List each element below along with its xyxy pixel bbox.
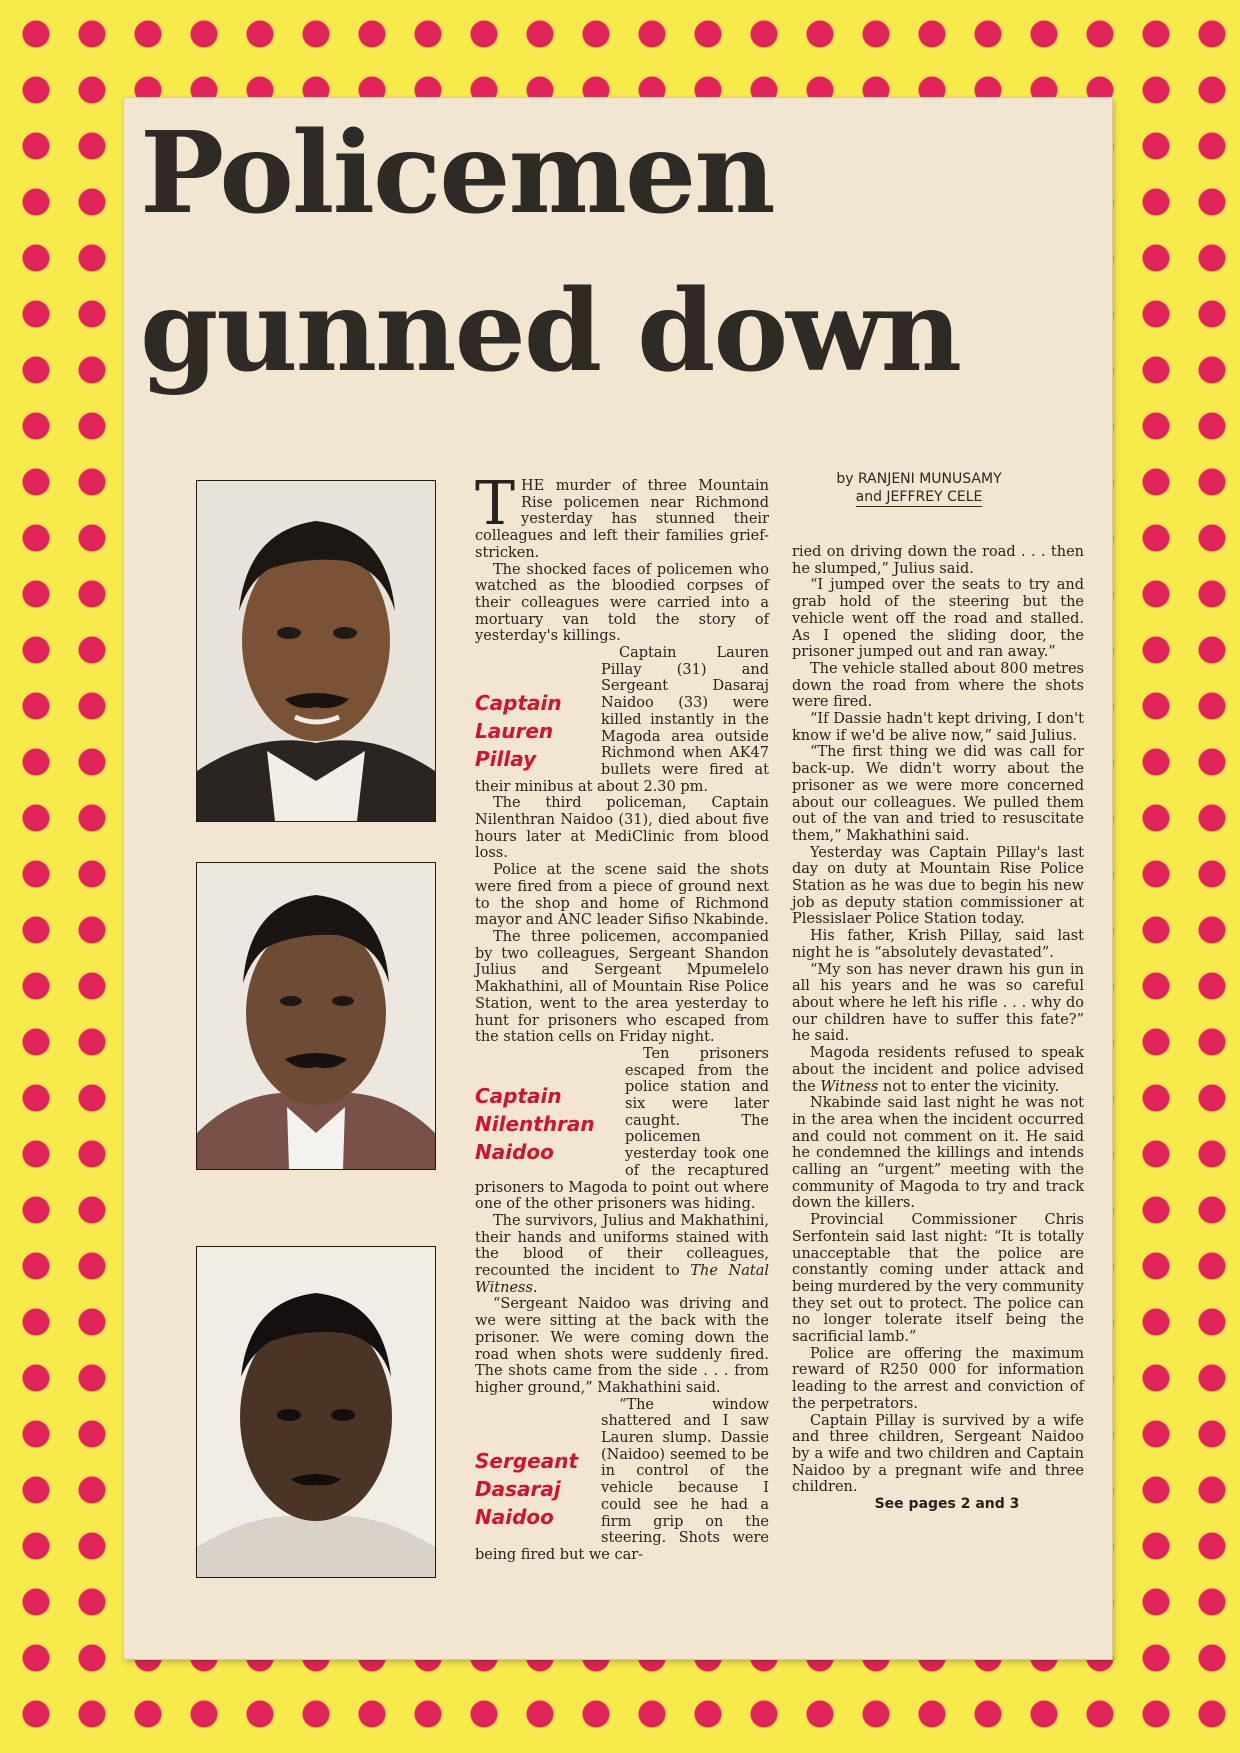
article-paragraph: Provincial Commissioner Chris Serfontein said last night: “It is totally unacceptable that the police are constantly coming under attack and being murdered by the very community they set out to protect. The police can no longer tolerate itself being the sacrificial lamb.” [792,1212,1084,1346]
article-paragraph: Captain Pillay is survived by a wife and three children, Sergeant Naidoo by a wife and two children and Captain Naidoo by a pregnant wife and three children. [792,1412,1084,1496]
article-paragraph: The vehicle stalled about 800 metres down the road from where the shots were fired. [792,660,1084,711]
byline-line-1: by RANJENI MUNUSAMY [836,471,1002,487]
portrait-image [197,481,435,821]
article-paragraph: Yesterday was Captain Pillay's last day on duty at Mountain Rise Police Station as he was due to begin his new job as deputy station commissioner at Plessislaer Police Station today. [792,844,1084,928]
photo-captain-lauren-pillay [196,480,436,822]
article-paragraph: Magoda residents refused to speak about the incident and police advised the Witness not to enter the vicinity. [792,1045,1084,1095]
article-paragraph: Captain Lauren Pillay (31) and Sergeant Dasaraj Naidoo (33) were killed instantly in the Magoda area outside Richmond when AK47 bullets were fired at their minibus at about 2.30 pm. [475,645,769,795]
article-column-2 [792,544,1084,1513]
article-paragraph: “I jumped over the seats to try and grab hold of the steering but the vehicle went off the road and stalled. As I opened the sliding door, the prisoner jumped out and ran away.” [792,577,1084,661]
article-paragraph: The survivors, Julius and Makhathini, their hands and uniforms stained with the blood of their colleagues, recounted the incident to The Natal Witness. [475,1212,769,1296]
article-paragraph: “The window shattered and I saw Lauren slump. Dassie (Naidoo) seemed to be in control of the vehicle because I could see he had a firm grip on the steering. Shots were being fired but we car- [475,1396,769,1563]
article-paragraph: Police are offering the maximum reward of R250 000 for information leading to the arrest and conviction of the perpetrators. [792,1345,1084,1412]
portrait-image [197,1247,435,1577]
article-paragraph: THE murder of three Mountain Rise policemen near Richmond yesterday has stunned their colleagues and left their families grief-stricken. [475,469,769,561]
article-paragraph: “If Dassie hadn't kept driving, I don't know if we'd be alive now,” said Julius. [792,711,1084,744]
caption-sergeant-dasaraj-naidoo: Sergeant Dasaraj Naidoo [475,1448,579,1529]
article-paragraph: The three policemen, accompanied by two colleagues, Sergeant Shandon Julius and Sergeant Mpumelelo Makhathini, all of Mountain Rise Police Station, went to the area yesterday to hunt for prisoners who escaped from the station cells on Friday night. [475,928,769,1046]
article-paragraph: “Sergeant Naidoo was driving and we were sitting at the back with the prisoner. We were coming down the road when shots were suddenly fired. The shots came from the side . . . from higher ground,” Makhathini said. [475,1296,769,1396]
article-paragraph: Police at the scene said the shots were fired from a piece of ground next to the shop and home of Richmond mayor and ANC leader Sifiso Nkabinde. [475,862,769,929]
article-paragraph: Ten prisoners escaped from the police station and six were later caught. The policemen yesterday took one of the recaptured prisoners to Magoda to point out where one of the other prisoners was hiding. [475,1045,769,1213]
newspaper-clipping [124,98,1112,1659]
drop-cap: T [475,469,516,539]
article-column-1 [475,469,769,1564]
article-paragraph: Nkabinde said last night he was not in the area when the incident occurred and could not comment on it. He said he condemned the killings and intends calling an “urgent” meeting with the community of Magoda to try and track down the killers. [792,1095,1084,1212]
headline-line-1: Policemen [140,108,774,239]
byline-line-2: and JEFFREY CELE [855,489,983,505]
caption-captain-lauren-pillay: Captain Lauren Pillay [475,691,562,772]
article-paragraph: “The first thing we did was call for back-up. We didn't worry about the prisoner as we were more concerned about our colleagues. We pulled them out of the van and tried to resuscitate them,” Makhathini said. [792,744,1084,844]
photo-captain-nilenthran-naidoo [196,862,436,1170]
article-paragraph: “My son has never drawn his gun in all his years and he was so careful about where he left his rifle . . . why do our children have to suffer this fate?” he said. [792,961,1084,1045]
article-paragraph: His father, Krish Pillay, said last night he is “absolutely devastated”. [792,928,1084,961]
caption-captain-nilenthran-naidoo: Captain Nilenthran Naidoo [475,1083,595,1164]
headline-line-2: gunned down [140,266,961,397]
byline [754,470,1084,507]
article-paragraph: The third policeman, Captain Nilenthran Naidoo (31), died about five hours later at MediClinic from blood loss. [475,795,769,862]
see-pages-reference: See pages 2 and 3 [874,1496,1020,1513]
article-paragraph: ried on driving down the road . . . then he slumped,” Julius said. [792,544,1084,577]
article-paragraph: The shocked faces of policemen who watched as the bloodied corpses of their colleagues were carried into a mortuary van told the story of yesterday's killings. [475,561,769,645]
photo-sergeant-dasaraj-naidoo [196,1246,436,1578]
portrait-image [197,863,435,1169]
